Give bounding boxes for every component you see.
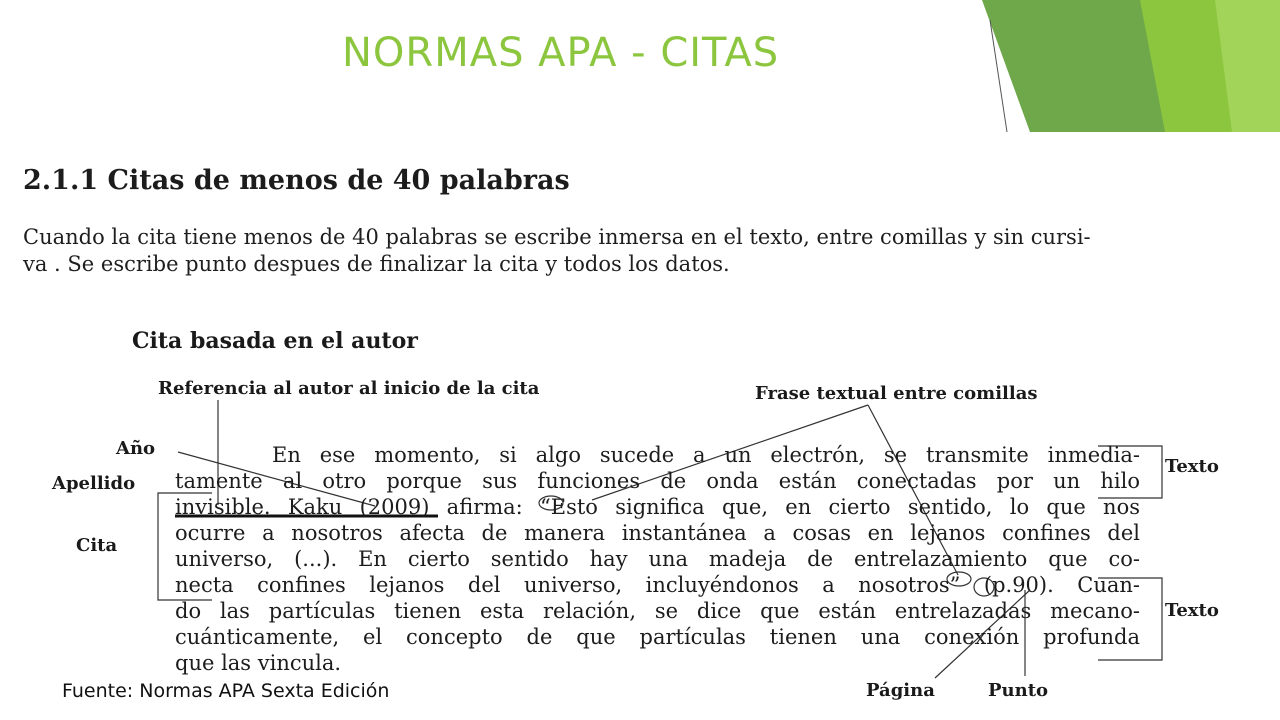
section-heading: 2.1.1 Citas de menos de 40 palabras xyxy=(23,165,570,196)
label-year: Año xyxy=(116,438,156,459)
subheading: Cita basada en el autor xyxy=(132,328,418,354)
slide-title: NORMAS APA - CITAS xyxy=(342,30,780,76)
quote-line: cuánticamente, el concepto de que partículas tienen una conexión profunda xyxy=(175,625,1140,649)
quote-line: tamente al otro porque sus funciones de onda están conectadas por un hilo xyxy=(175,469,1140,493)
label-author-reference: Referencia al autor al inicio de la cita xyxy=(158,378,540,399)
label-period: Punto xyxy=(988,680,1049,701)
intro-line-2: va . Se escribe punto despues de finalizar la cita y todos los datos. xyxy=(23,252,730,276)
label-text-bottom: Texto xyxy=(1165,600,1219,621)
label-textual-phrase: Frase textual entre comillas xyxy=(755,383,1038,404)
quote-first-line: En ese momento, si algo sucede a un electrón, se transmite inmedia- xyxy=(272,443,1140,467)
label-text-top: Texto xyxy=(1165,456,1219,477)
quote-line: invisible. Kaku (2009) afirma: “Esto significa que, en cierto sentido, lo que nos xyxy=(175,495,1140,519)
quote-line: universo, (...). En cierto sentido hay una madeja de entrelazamiento que co- xyxy=(175,547,1140,571)
quote-line: necta confines lejanos del universo, incluyéndonos a nosotros” (p.90). Cuan- xyxy=(175,573,1140,597)
label-quote: Cita xyxy=(76,535,118,556)
source-caption: Fuente: Normas APA Sexta Edición xyxy=(62,680,390,702)
label-surname: Apellido xyxy=(52,473,136,494)
quote-line: do las partículas tienen esta relación, se dice que están entrelazadas mecano- xyxy=(175,599,1140,623)
quote-last-line: que las vincula. xyxy=(175,651,342,675)
intro-line-1: Cuando la cita tiene menos de 40 palabras se escribe inmersa en el texto, entre comillas y sin cursi- xyxy=(23,225,1091,249)
label-page: Página xyxy=(866,680,935,701)
corner-decoration xyxy=(982,0,1280,132)
quote-line: ocurre a nosotros afecta de manera instantánea a cosas en lejanos confines del xyxy=(175,521,1140,545)
